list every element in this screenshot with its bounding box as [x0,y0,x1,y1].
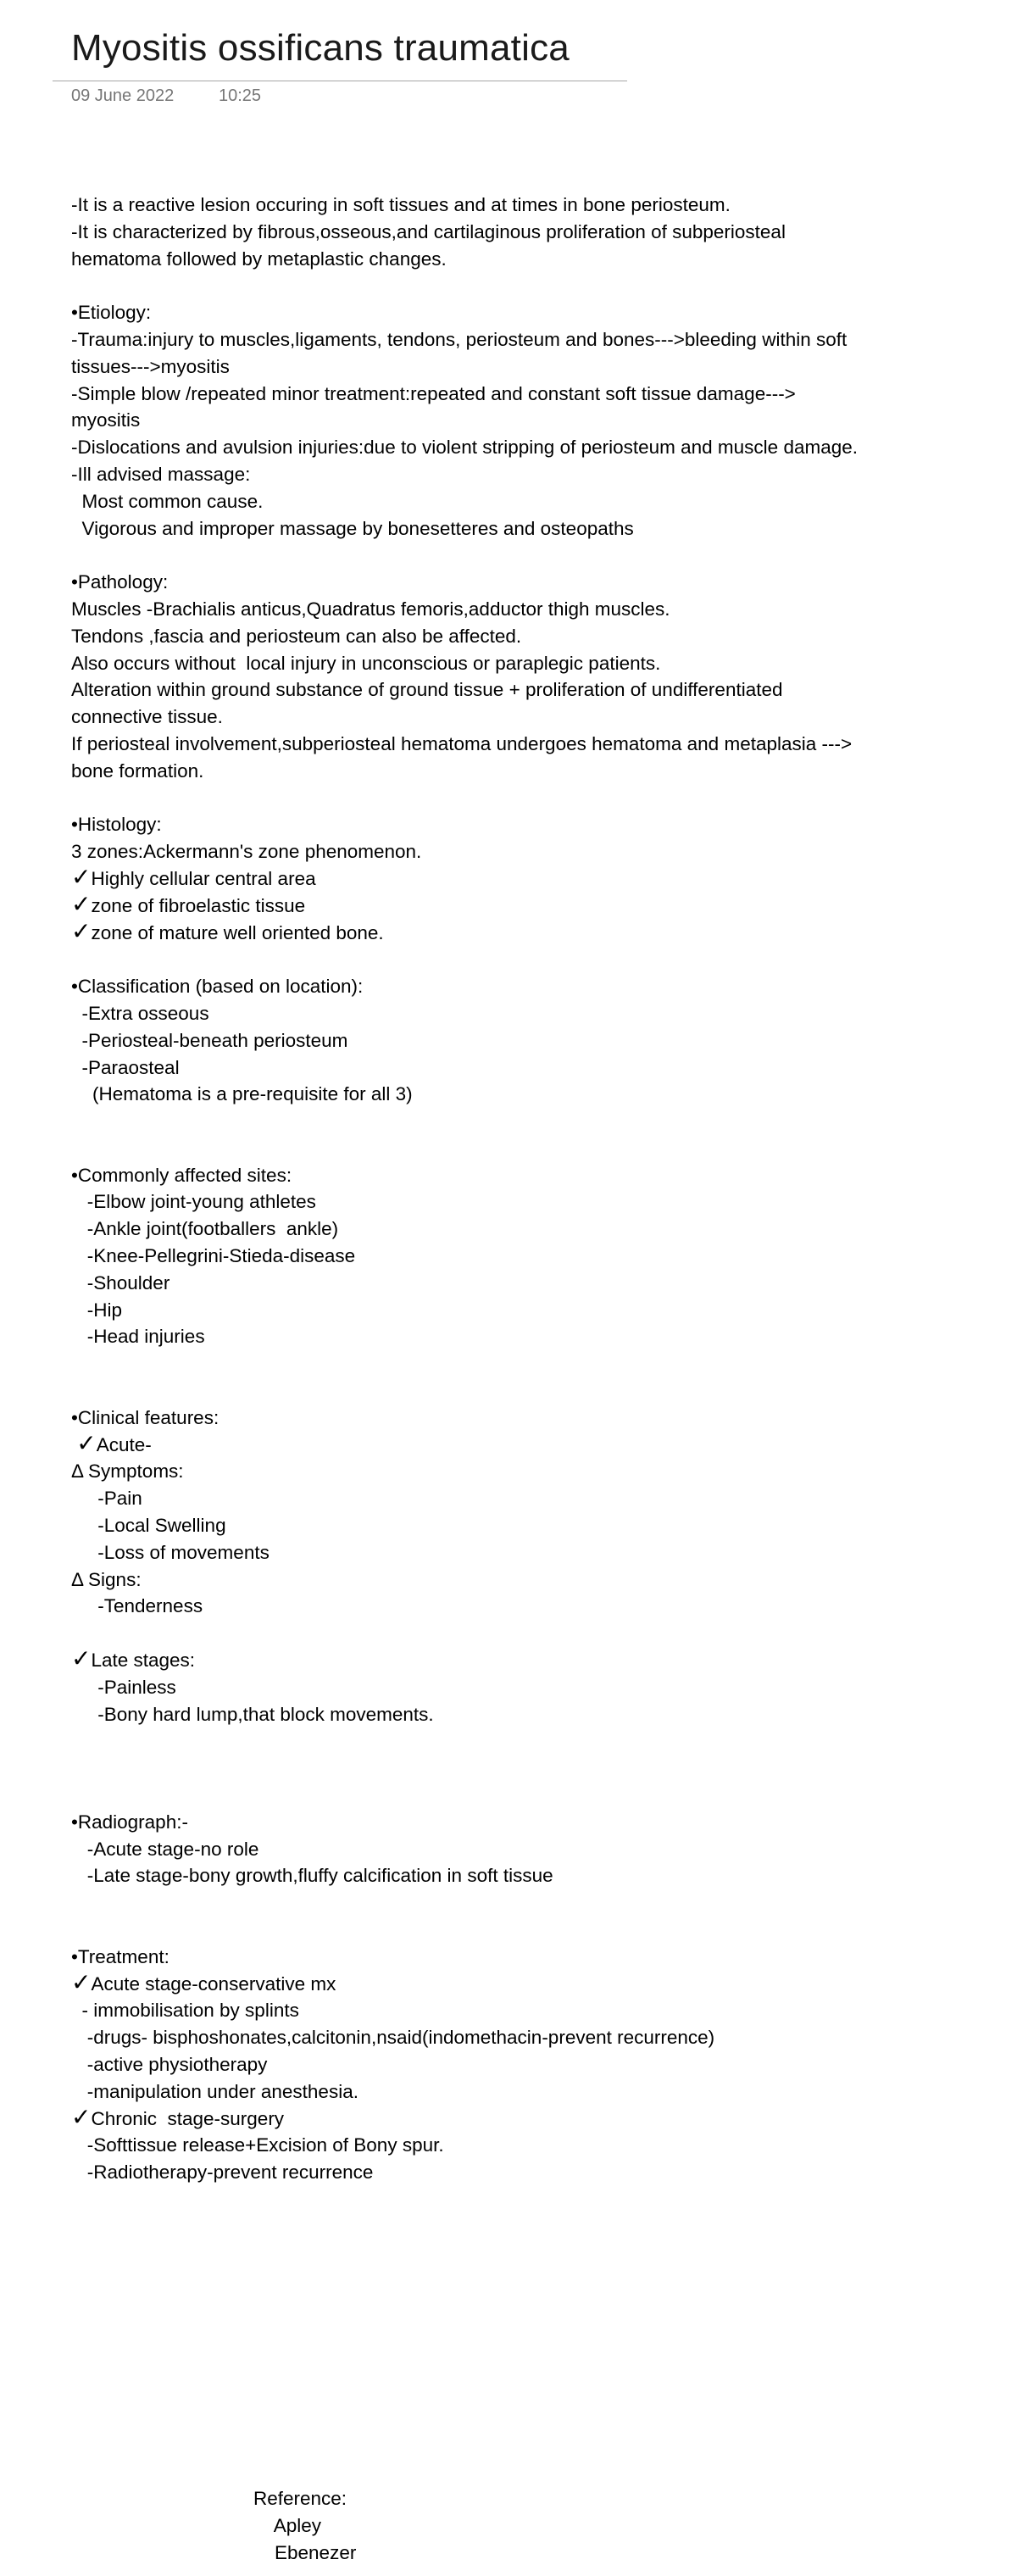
checkmark-icon: ✓ [71,1968,92,1995]
etiology-heading: •Etiology: [71,302,152,324]
etiology-line: -Trauma:injury to muscles,ligaments, tendons, periosteum and bones--->bleeding within soft [71,328,848,350]
pathology-line: connective tissue. [71,706,223,728]
histology-heading: •Histology: [71,814,162,836]
treatment-line: -manipulation under anesthesia. [71,2080,358,2102]
histology-section [71,811,986,946]
page-title: Myositis ossificans traumatica [71,27,570,69]
pathology-heading: •Pathology: [71,571,169,593]
note-body [71,192,986,2186]
symptoms-heading: Δ Symptoms: [71,1460,184,1483]
reference-heading: Reference: [253,2488,347,2509]
etiology-section [71,299,986,542]
etiology-line: -Dislocations and avulsion injuries:due to violent stripping of periosteum and muscle damage. [71,437,859,459]
radiograph-heading: •Radiograph:- [71,1811,188,1833]
clinical-acute: ✓Acute- [76,1429,152,1456]
reference-item: Apley [253,2514,322,2536]
sites-line: -Ankle joint(footballers ankle) [71,1218,339,1240]
sign-line: -Tenderness [71,1595,203,1617]
treatment-line: -Radiotherapy-prevent recurrence [71,2162,374,2184]
intro-line: -It is characterized by fibrous,osseous,and cartilaginous proliferation of subperiosteal [71,220,786,242]
reference-section [253,2485,356,2566]
sites-line: -Elbow joint-young athletes [71,1191,316,1213]
note-time: 10:25 [219,86,262,105]
treatment-line: -active physiotherapy [71,2053,268,2075]
treatment-heading: •Treatment: [71,1945,170,1967]
etiology-line: Vigorous and improper massage by bonesetteres and osteopaths [71,517,634,539]
classification-section [71,973,986,1108]
intro-line: -It is a reactive lesion occuring in soft tissues and at times in bone periosteum. [71,194,731,215]
clinical-late: ✓Late stages: [71,1645,196,1672]
pathology-section [71,569,986,784]
treatment-line: - immobilisation by splints [71,2000,299,2022]
clinical-section [71,1405,986,1728]
etiology-line: -Simple blow /repeated minor treatment:repeated and constant soft tissue damage---> [71,382,796,404]
classification-line: (Hematoma is a pre-requisite for all 3) [71,1083,413,1105]
reference-item: Ebenezer [253,2541,357,2563]
sites-heading: •Commonly affected sites: [71,1164,292,1186]
radiograph-line: -Late stage-bony growth,fluffy calcification in soft tissue [71,1865,553,1887]
checkmark-icon: ✓ [71,1645,92,1672]
treatment-chronic: ✓Chronic stage-surgery [71,2103,285,2130]
signs-heading: Δ Signs: [71,1568,142,1590]
treatment-line: -Softtissue release+Excision of Bony spur. [71,2134,444,2156]
etiology-line: -Ill advised massage: [71,463,251,485]
histology-zones: 3 zones:Ackermann's zone phenomenon. [71,841,422,863]
sites-line: -Shoulder [71,1271,170,1294]
pathology-line: Tendons ,fascia and periosteum can also be affected. [71,625,522,647]
pathology-line: Also occurs without local injury in unconscious or paraplegic patients. [71,652,661,674]
pathology-line: bone formation. [71,759,204,782]
pathology-line: Muscles -Brachialis anticus,Quadratus femoris,adductor thigh muscles. [71,598,670,620]
radiograph-section [71,1809,986,1889]
etiology-line: tissues--->myositis [71,355,230,377]
symptom-line: -Loss of movements [71,1541,270,1563]
radiograph-line: -Acute stage-no role [71,1838,259,1860]
checkmark-icon: ✓ [76,1429,97,1456]
late-line: -Painless [71,1676,176,1698]
treatment-line: -drugs- bisphoshonates,calcitonin,nsaid(indomethacin-prevent recurrence) [71,2027,715,2049]
histology-item: ✓zone of mature well oriented bone. [71,917,384,944]
intro-section [71,192,986,272]
checkmark-icon: ✓ [71,917,92,944]
pathology-line: Alteration within ground substance of ground tissue + proliferation of undifferentiated [71,679,783,701]
treatment-acute: ✓Acute stage-conservative mx [71,1968,336,1995]
etiology-line: Most common cause. [71,490,264,512]
symptom-line: -Pain [71,1488,142,1510]
clinical-heading: •Clinical features: [71,1406,220,1428]
late-line: -Bony hard lump,that block movements. [71,1703,434,1725]
note-date: 09 June 2022 [71,86,175,105]
classification-line: -Paraosteal [71,1056,180,1078]
checkmark-icon: ✓ [71,890,92,917]
classification-line: -Periosteal-beneath periosteum [71,1029,348,1051]
classification-line: -Extra osseous [71,1002,209,1024]
sites-section [71,1162,986,1351]
etiology-line: myositis [71,409,141,431]
sites-line: -Head injuries [71,1326,205,1348]
pathology-line: If periosteal involvement,subperiosteal hematoma undergoes hematoma and metaplasia ---> [71,732,853,754]
symptom-line: -Local Swelling [71,1515,226,1537]
histology-item: ✓Highly cellular central area [71,863,316,890]
classification-heading: •Classification (based on location): [71,976,364,998]
sites-line: -Hip [71,1299,123,1321]
intro-line: hematoma followed by metaplastic changes. [71,248,447,270]
histology-item: ✓zone of fibroelastic tissue [71,890,306,917]
checkmark-icon: ✓ [71,2103,92,2130]
treatment-section [71,1944,986,2186]
checkmark-icon: ✓ [71,863,92,890]
sites-line: -Knee-Pellegrini-Stieda-disease [71,1245,356,1267]
